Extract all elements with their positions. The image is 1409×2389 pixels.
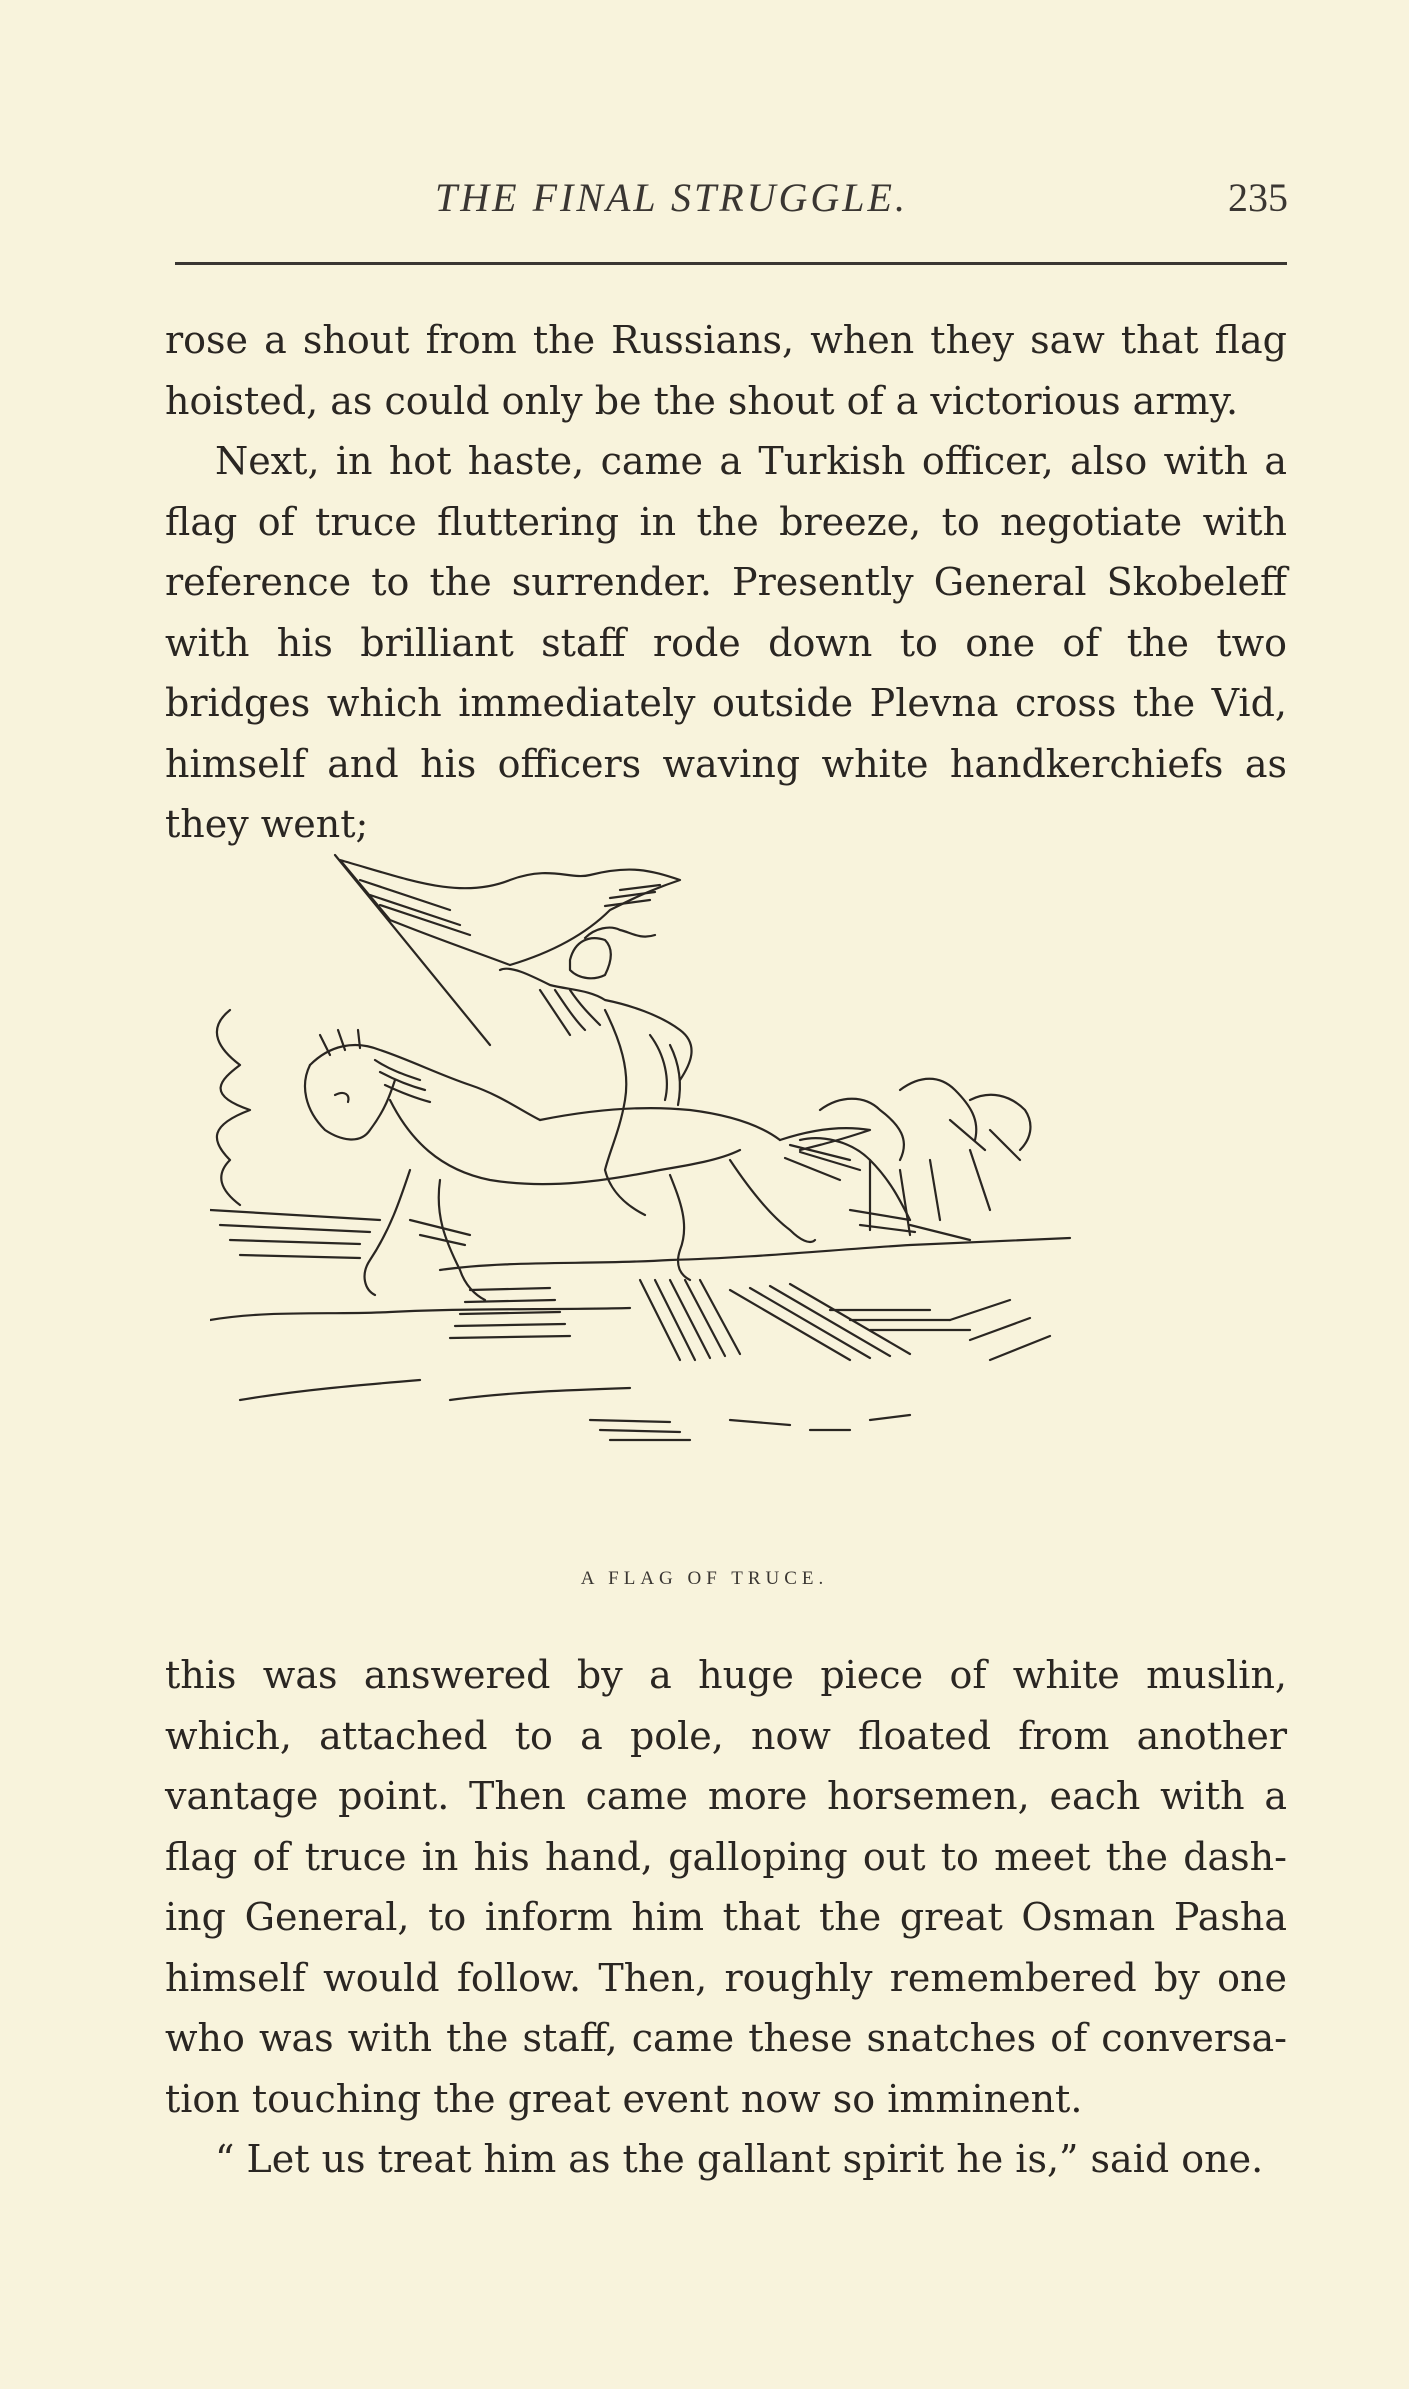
text-before-figure: [165, 310, 1287, 855]
paragraph: “ Let us treat him as the gallant spirit he is,” said one.: [215, 2137, 1264, 2181]
paragraph: rose a shout from the Russians, when they saw that flag hoisted, as could only be the shout of a victorious army.: [165, 318, 1287, 423]
running-head: [170, 170, 1288, 230]
paragraph: Next, in hot haste, came a Turkish officer, also with a flag of truce fluttering in the breeze, to negotiate with reference to the surrender. Presently General Skobeleff with his brilliant staff rode down to one of the two bridges which immediately outside Plevna cross the Vid, himself and his officers waving white handkerchiefs as they went;: [165, 439, 1287, 846]
header-rule: [175, 262, 1287, 265]
paragraph: this was answered by a huge piece of white muslin, which, attached to a pole, now floated from another vantage point. Then came more horsemen, each with a flag of truce in his hand, galloping out to meet the dashing General, to inform him that the great Osman Pasha himself would follow. Then, roughly remembered by one who was with the staff, came these snatches of conversation touching the great event now so imminent.: [165, 1653, 1287, 2121]
text-after-figure: [165, 1645, 1287, 2190]
figure-caption: A FLAG OF TRUCE.: [580, 1568, 829, 1589]
flag-of-truce-illustration: [210, 840, 1230, 1530]
running-title: THE FINAL STRUGGLE.: [435, 175, 908, 220]
page-number: 235: [1228, 175, 1288, 220]
